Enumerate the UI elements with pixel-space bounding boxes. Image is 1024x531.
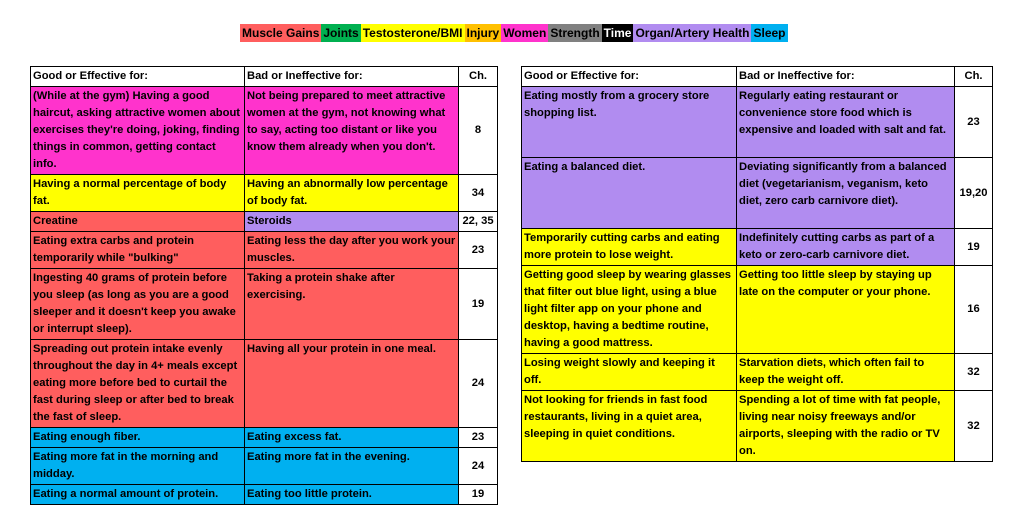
header-chapter: Ch. [459, 67, 498, 87]
good-cell: Getting good sleep by wearing glasses that filter out blue light, using a blue light filter app on your phone and desktop, having a bedtime routine, having a good mattress. [522, 266, 737, 354]
table-row [522, 354, 993, 391]
bad-cell: Eating more fat in the evening. [245, 448, 459, 485]
bad-cell: Eating too little protein. [245, 485, 459, 505]
chapter-cell: 19 [459, 485, 498, 505]
table-row [522, 391, 993, 462]
header-good: Good or Effective for: [31, 67, 245, 87]
chapter-cell: 19 [955, 229, 993, 266]
good-cell: Losing weight slowly and keeping it off. [522, 354, 737, 391]
table-row [522, 266, 993, 354]
bad-cell: Spending a lot of time with fat people, living near noisy freeways and/or airports, sleeping with the radio or TV on. [737, 391, 955, 462]
bad-cell: Having all your protein in one meal. [245, 340, 459, 428]
bad-cell: Eating excess fat. [245, 428, 459, 448]
bad-cell: Having an abnormally low percentage of body fat. [245, 175, 459, 212]
bad-cell: Getting too little sleep by staying up late on the computer or your phone. [737, 266, 955, 354]
chapter-cell: 23 [459, 428, 498, 448]
bad-cell: Eating less the day after you work your muscles. [245, 232, 459, 269]
good-cell: Eating more fat in the morning and midday. [31, 448, 245, 485]
chapter-cell: 23 [459, 232, 498, 269]
table-row [31, 175, 498, 212]
bad-cell: Taking a protein shake after exercising. [245, 269, 459, 340]
chapter-cell: 16 [955, 266, 993, 354]
bad-cell: Not being prepared to meet attractive women at the gym, not knowing what to say, acting too distant or like you know them already when you don't. [245, 87, 459, 175]
good-cell: Eating a normal amount of protein. [31, 485, 245, 505]
chapter-cell: 32 [955, 391, 993, 462]
header-row [522, 67, 993, 87]
good-cell: Spreading out protein intake evenly throughout the day in 4+ meals except eating more before bed to curtail the fast during sleep or after bed to break the fast of sleep. [31, 340, 245, 428]
good-cell: Having a normal percentage of body fat. [31, 175, 245, 212]
header-row [31, 67, 498, 87]
good-cell: (While at the gym) Having a good haircut, asking attractive women about exercises they're doing, joking, finding things in common, getting contact info. [31, 87, 245, 175]
header-bad: Bad or Ineffective for: [245, 67, 459, 87]
bad-cell: Deviating significantly from a balanced diet (vegetarianism, veganism, keto diet, zero carb carnivore diet). [737, 158, 955, 229]
chapter-cell: 19,20 [955, 158, 993, 229]
chapter-cell: 24 [459, 448, 498, 485]
table-row [522, 229, 993, 266]
legend-item: Joints [323, 26, 359, 40]
legend-item: Injury [466, 26, 500, 40]
header-chapter: Ch. [955, 67, 993, 87]
good-cell: Not looking for friends in fast food restaurants, living in a quiet area, sleeping in quiet conditions. [522, 391, 737, 462]
good-cell: Eating mostly from a grocery store shopping list. [522, 87, 737, 158]
table-row [31, 428, 498, 448]
chapter-cell: 22, 35 [459, 212, 498, 232]
bad-cell: Starvation diets, which often fail to keep the weight off. [737, 354, 955, 391]
table-row [522, 87, 993, 158]
bad-cell: Indefinitely cutting carbs as part of a keto or zero-carb carnivore diet. [737, 229, 955, 266]
table-row [31, 340, 498, 428]
chapter-cell: 24 [459, 340, 498, 428]
good-cell: Eating a balanced diet. [522, 158, 737, 229]
chapter-cell: 34 [459, 175, 498, 212]
table-row [522, 158, 993, 229]
bad-cell: Steroids [245, 212, 459, 232]
table-row [31, 448, 498, 485]
table-row [31, 212, 498, 232]
legend-item: Time [603, 26, 632, 40]
header-good: Good or Effective for: [522, 67, 737, 87]
legend-item: Muscle Gains [242, 26, 320, 40]
chapter-cell: 8 [459, 87, 498, 175]
legend-item: Strength [550, 26, 600, 40]
legend-item: Sleep [753, 26, 786, 40]
good-cell: Creatine [31, 212, 245, 232]
good-cell: Eating enough fiber. [31, 428, 245, 448]
comparison-table-left [30, 66, 498, 505]
table-row [31, 87, 498, 175]
header-bad: Bad or Ineffective for: [737, 67, 955, 87]
bad-cell: Regularly eating restaurant or convenience store food which is expensive and loaded with salt and fat. [737, 87, 955, 158]
good-cell: Ingesting 40 grams of protein before you sleep (as long as you are a good sleeper and it doesn't keep you awake or interrupt sleep). [31, 269, 245, 340]
legend-item: Women [503, 26, 547, 40]
legend-item: Organ/Artery Health [635, 26, 750, 40]
color-legend [240, 24, 788, 42]
chapter-cell: 23 [955, 87, 993, 158]
chapter-cell: 32 [955, 354, 993, 391]
chapter-cell: 19 [459, 269, 498, 340]
legend-item: Testosterone/BMI [362, 26, 463, 40]
comparison-table-right [521, 66, 993, 462]
table-row [31, 485, 498, 505]
good-cell: Temporarily cutting carbs and eating more protein to lose weight. [522, 229, 737, 266]
table-row [31, 269, 498, 340]
good-cell: Eating extra carbs and protein temporarily while "bulking" [31, 232, 245, 269]
table-row [31, 232, 498, 269]
